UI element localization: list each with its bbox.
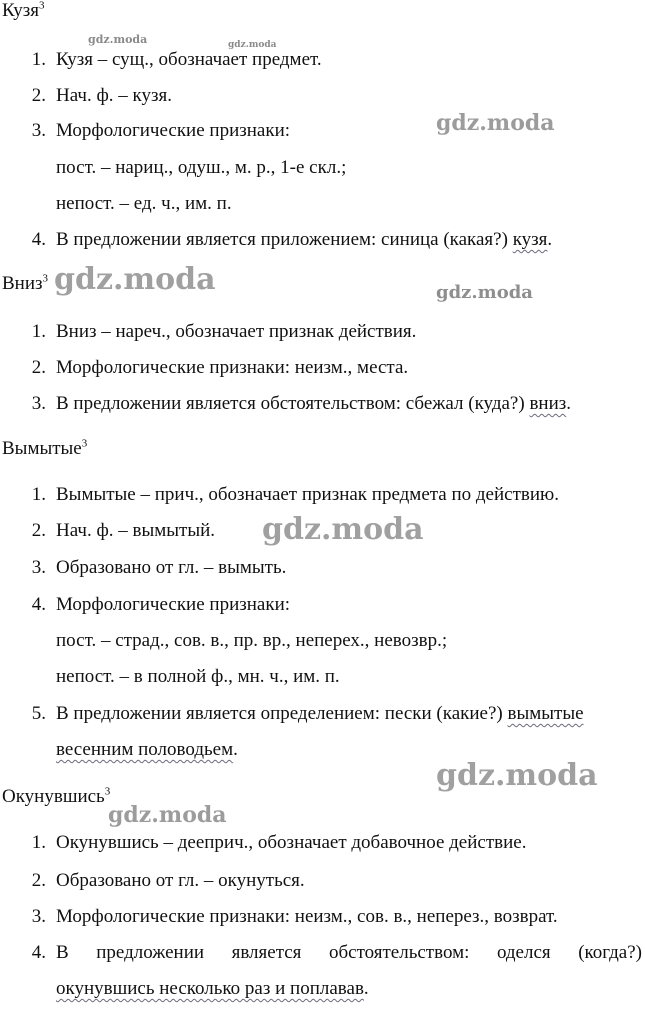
heading-footnote-mark: 3 xyxy=(42,272,49,285)
item-text: пост. – нариц., одуш., м. р., 1-е скл.; xyxy=(56,157,347,178)
watermark-logo: gdz.moda xyxy=(88,33,148,46)
underlined-word: вниз xyxy=(529,393,567,414)
underlined-word: кузя xyxy=(512,229,548,250)
item-text: непост. – в полной ф., мн. ч., им. п. xyxy=(56,666,340,687)
item-number: 1. xyxy=(31,832,46,853)
item-number: 3. xyxy=(31,120,46,141)
item-text: Нач. ф. – вымытый. xyxy=(56,520,216,541)
heading-text: Вниз xyxy=(2,273,43,294)
item-number: 2. xyxy=(31,357,46,378)
item-number: 1. xyxy=(31,321,46,342)
section-heading-kuzya xyxy=(2,0,45,22)
item-text: Нач. ф. – кузя. xyxy=(56,85,172,106)
item-number: 1. xyxy=(31,49,46,70)
sentence-end: . xyxy=(547,229,553,250)
watermark-logo: gdz.moda xyxy=(436,282,533,303)
item-text xyxy=(56,229,552,251)
sentence-end: . xyxy=(363,978,369,999)
underlined-phrase: весенним половодьем xyxy=(56,739,234,760)
heading-footnote-mark: 3 xyxy=(39,0,45,12)
item-number: 1. xyxy=(31,484,46,505)
item-text: Вниз – нареч., обозначает признак действия. xyxy=(56,321,417,342)
watermark-logo: gdz.moda xyxy=(108,802,227,828)
item-text: непост. – ед. ч., им. п. xyxy=(56,193,232,214)
watermark-logo: gdz.moda xyxy=(436,110,555,136)
underlined-phrase: окунувшись несколько раз и поплавав xyxy=(56,978,364,999)
watermark-logo: gdz.moda xyxy=(54,262,216,297)
item-text: В предложении является обстоятельством: оделся (когда?) xyxy=(56,942,642,963)
heading-text: Вымытые xyxy=(2,438,82,459)
heading-text: Окунувшись xyxy=(2,786,105,807)
item-text xyxy=(56,978,369,1000)
item-number: 4. xyxy=(31,942,46,963)
heading-text: Кузя xyxy=(2,0,39,21)
watermark-logo: gdz.moda xyxy=(262,512,424,547)
watermark-logo: gdz.moda xyxy=(436,758,598,793)
underlined-word: вымытые xyxy=(507,703,584,724)
heading-footnote-mark: 3 xyxy=(104,785,111,798)
sentence-text: В предложении является приложением: синица (какая?) xyxy=(56,229,513,250)
item-text: Образовано от гл. – окунуться. xyxy=(56,870,305,891)
watermark-logo: gdz.moda xyxy=(228,40,277,50)
item-number: 2. xyxy=(31,520,46,541)
item-text: Морфологические признаки: неизм., сов. в., неперез., возврат. xyxy=(56,906,558,927)
section-heading-vniz xyxy=(2,273,48,295)
item-text: Морфологические признаки: неизм., места. xyxy=(56,357,409,378)
sentence-end: . xyxy=(566,393,572,414)
item-number: 2. xyxy=(31,85,46,106)
item-text: Морфологические признаки: xyxy=(56,120,291,141)
item-number: 4. xyxy=(31,229,46,250)
section-heading-vymytye xyxy=(2,438,87,460)
heading-footnote-mark: 3 xyxy=(81,437,88,450)
item-text: Кузя – сущ., обозначает предмет. xyxy=(56,49,322,70)
item-text: Вымытые – прич., обозначает признак предмета по действию. xyxy=(56,484,559,505)
item-number: 5. xyxy=(31,703,46,724)
item-number: 3. xyxy=(31,557,46,578)
item-text xyxy=(56,703,584,725)
item-text: Окунувшись – дееприч., обозначает добавочное действие. xyxy=(56,832,527,853)
item-text: Морфологические признаки: xyxy=(56,594,291,615)
sentence-end: . xyxy=(233,739,238,760)
item-text: Образовано от гл. – вымыть. xyxy=(56,557,287,578)
item-text xyxy=(56,739,238,761)
item-number: 4. xyxy=(31,594,46,615)
sentence-text: В предложении является определением: пески (какие?) xyxy=(56,703,508,724)
item-number: 3. xyxy=(31,393,46,414)
section-heading-okunuvshis xyxy=(2,786,110,808)
sentence-text: В предложении является обстоятельством: сбежал (куда?) xyxy=(56,393,530,414)
item-text xyxy=(56,393,571,415)
item-text: пост. – страд., сов. в., пр. вр., неперех., невозвр.; xyxy=(56,630,448,651)
item-number: 2. xyxy=(31,870,46,891)
item-number: 3. xyxy=(31,906,46,927)
